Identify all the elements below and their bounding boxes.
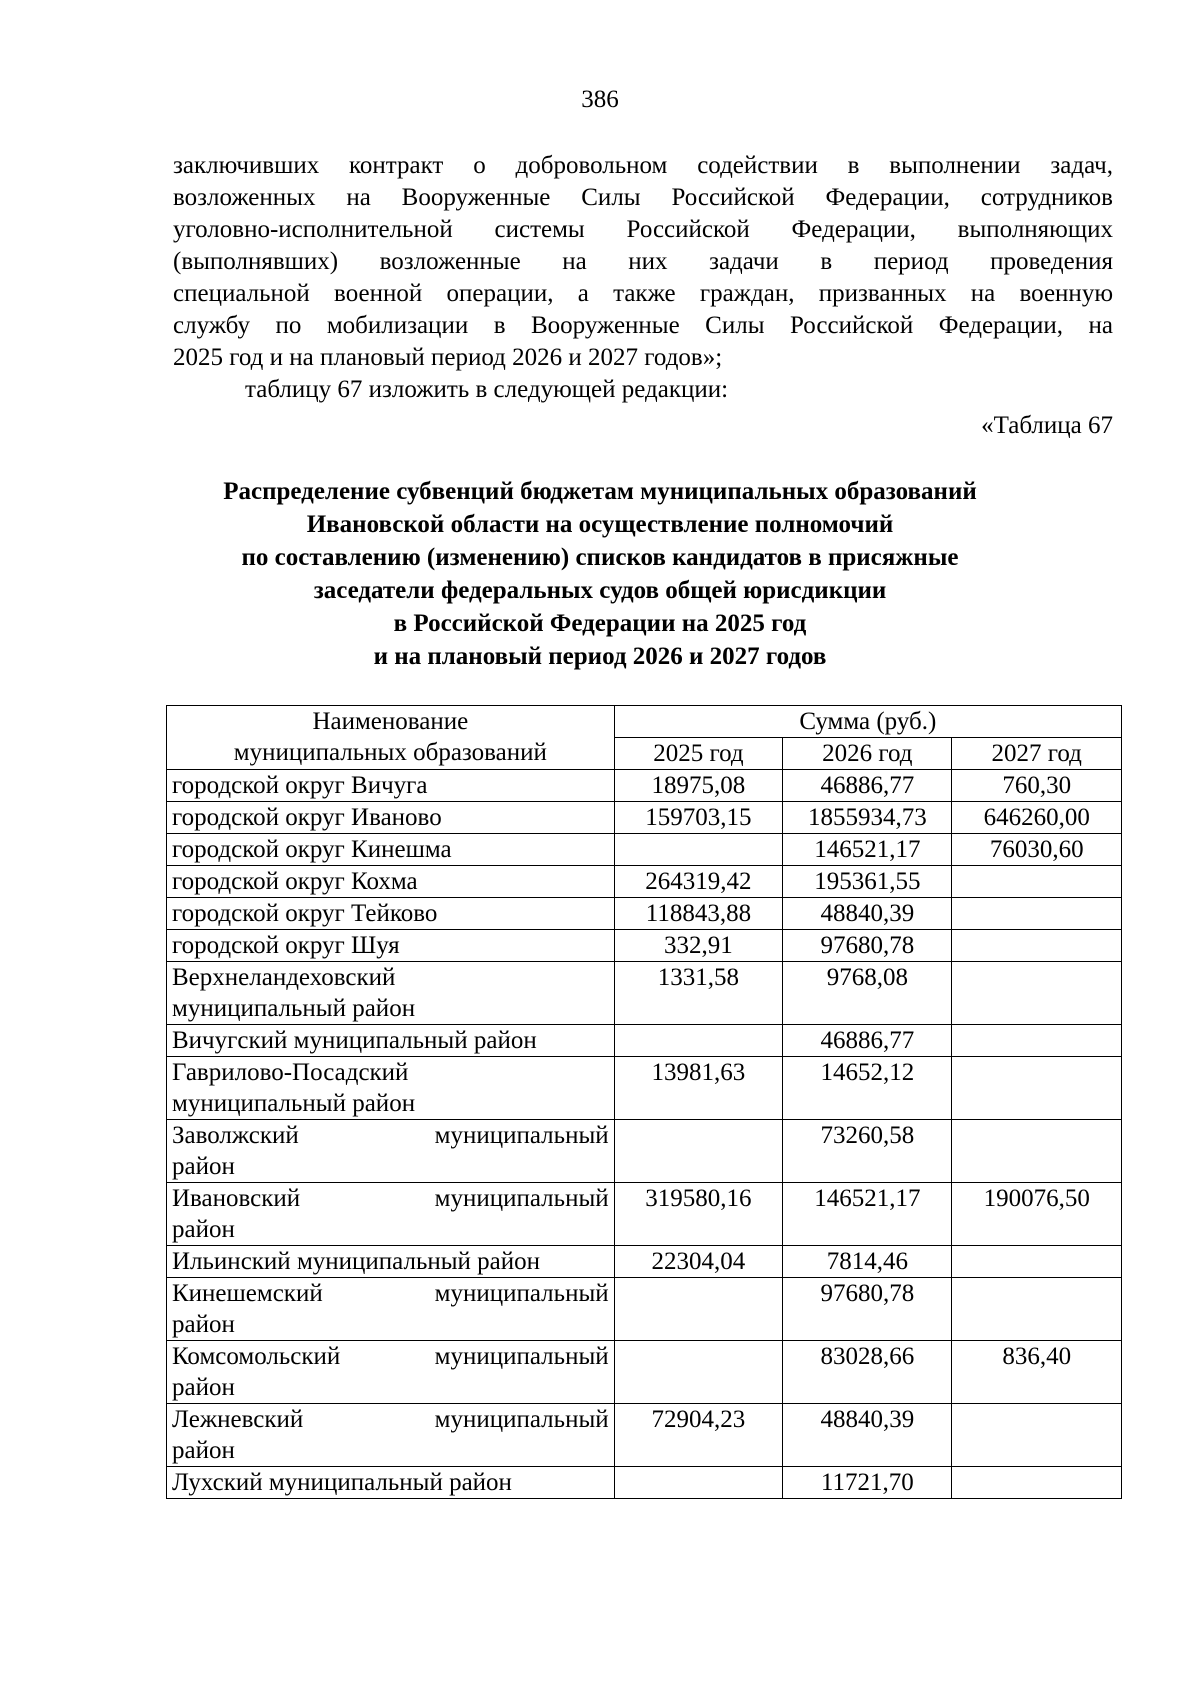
municipality-name <box>167 962 615 1025</box>
municipality-name <box>167 1057 615 1120</box>
amount-2025: 13981,63 <box>614 1057 783 1120</box>
amount-2026: 146521,17 <box>783 834 952 866</box>
amount-2026: 97680,78 <box>783 1278 952 1341</box>
table-row <box>167 1467 1122 1499</box>
amount-2025: 1331,58 <box>614 962 783 1025</box>
municipality-name <box>167 1278 615 1341</box>
table-row <box>167 770 1122 802</box>
municipality-name-word: Ивановский <box>172 1185 301 1212</box>
table-row <box>167 802 1122 834</box>
amount-2027 <box>952 898 1122 930</box>
heading-line: и на плановый период 2026 и 2027 годов <box>373 643 827 670</box>
amount-2027 <box>952 1120 1122 1183</box>
amount-2025 <box>614 1278 783 1341</box>
municipality-name-line <box>172 1120 609 1151</box>
page-number: 386 <box>581 86 619 113</box>
table-row <box>167 962 1122 1025</box>
amount-2025: 118843,88 <box>614 898 783 930</box>
amount-2025 <box>614 1341 783 1404</box>
municipality-name-word: Лежневский <box>172 1406 304 1433</box>
municipality-name <box>167 1120 615 1183</box>
municipality-name-line: район <box>172 1374 235 1401</box>
amount-2027: 76030,60 <box>952 834 1122 866</box>
table-row <box>167 1404 1122 1467</box>
subvention-table <box>166 705 1122 1499</box>
municipality-name-line <box>172 1341 609 1372</box>
amount-2025: 319580,16 <box>614 1183 783 1246</box>
amount-2025: 332,91 <box>614 930 783 962</box>
municipality-name-line: муниципальный район <box>172 1090 416 1117</box>
intro-line: службу по мобилизации в Вооруженные Силы Российской Федерации, на <box>173 312 1113 339</box>
amount-2027 <box>952 1025 1122 1057</box>
amount-2026: 83028,66 <box>783 1341 952 1404</box>
municipality-name-word: муниципальный <box>434 1343 609 1370</box>
municipality-name: городской округ Кохма <box>167 866 615 898</box>
table-row <box>167 1246 1122 1278</box>
municipality-name-line: район <box>172 1437 235 1464</box>
heading-line: Распределение субвенций бюджетам муниципальных образований <box>223 478 977 505</box>
table-row <box>167 1120 1122 1183</box>
intro-line: 2025 год и на плановый период 2026 и 2027 годов»; <box>173 344 723 371</box>
intro-line: уголовно-исполнительной системы Российской Федерации, выполняющих <box>173 216 1113 243</box>
municipality-name: городской округ Иваново <box>167 802 615 834</box>
municipality-name-line: Гаврилово-Посадский <box>172 1059 409 1086</box>
amount-2027 <box>952 1057 1122 1120</box>
amount-2027: 836,40 <box>952 1341 1122 1404</box>
municipality-name <box>167 1183 615 1246</box>
column-header-2027: 2027 год <box>952 738 1122 770</box>
column-header-sum: Сумма (руб.) <box>614 706 1121 738</box>
intro-line: (выполнявших) возложенные на них задачи в период проведения <box>173 248 1113 275</box>
municipality-name <box>167 1341 615 1404</box>
amount-2026: 48840,39 <box>783 1404 952 1467</box>
instruction-text: таблицу 67 изложить в следующей редакции: <box>245 376 729 403</box>
municipality-name-line: район <box>172 1153 235 1180</box>
table-label: «Таблица 67 <box>981 412 1113 439</box>
municipality-name-line <box>172 1278 609 1309</box>
municipality-name: городской округ Шуя <box>167 930 615 962</box>
municipality-name-line: район <box>172 1311 235 1338</box>
amount-2027 <box>952 1404 1122 1467</box>
table-row <box>167 866 1122 898</box>
intro-paragraph <box>173 150 1113 406</box>
amount-2027 <box>952 866 1122 898</box>
municipality-name: Лухский муниципальный район <box>167 1467 615 1499</box>
amount-2027: 190076,50 <box>952 1183 1122 1246</box>
heading-line: в Российской Федерации на 2025 год <box>393 610 807 637</box>
amount-2025 <box>614 1467 783 1499</box>
amount-2026: 14652,12 <box>783 1057 952 1120</box>
municipality-name-word: муниципальный <box>434 1280 609 1307</box>
amount-2027 <box>952 1246 1122 1278</box>
amount-2027 <box>952 930 1122 962</box>
municipality-name: городской округ Кинешма <box>167 834 615 866</box>
municipality-name <box>167 1404 615 1467</box>
amount-2026: 7814,46 <box>783 1246 952 1278</box>
municipality-name: Вичугский муниципальный район <box>167 1025 615 1057</box>
table-row <box>167 834 1122 866</box>
heading-line: Ивановской области на осуществление полномочий <box>306 511 894 538</box>
municipality-name-line: район <box>172 1216 235 1243</box>
intro-line: заключивших контракт о добровольном содействии в выполнении задач, <box>173 152 1113 179</box>
amount-2027 <box>952 962 1122 1025</box>
amount-2026: 1855934,73 <box>783 802 952 834</box>
municipality-name: городской округ Вичуга <box>167 770 615 802</box>
column-header-2025: 2025 год <box>614 738 783 770</box>
amount-2025 <box>614 1025 783 1057</box>
table-row <box>167 1278 1122 1341</box>
amount-2026: 146521,17 <box>783 1183 952 1246</box>
municipality-name-word: муниципальный <box>434 1122 609 1149</box>
amount-2026: 46886,77 <box>783 1025 952 1057</box>
amount-2026: 48840,39 <box>783 898 952 930</box>
amount-2025: 159703,15 <box>614 802 783 834</box>
intro-line: возложенных на Вооруженные Силы Российской Федерации, сотрудников <box>173 184 1113 211</box>
amount-2026: 11721,70 <box>783 1467 952 1499</box>
amount-2025: 18975,08 <box>614 770 783 802</box>
column-header-name-line: муниципальных образований <box>233 739 547 766</box>
municipality-name-word: Заволжский <box>172 1122 299 1149</box>
intro-line: специальной военной операции, а также граждан, призванных на военную <box>173 280 1113 307</box>
municipality-name-line <box>172 1404 609 1435</box>
column-header-name <box>167 706 615 770</box>
amount-2025: 72904,23 <box>614 1404 783 1467</box>
table-row <box>167 1183 1122 1246</box>
table-row <box>167 898 1122 930</box>
amount-2026: 97680,78 <box>783 930 952 962</box>
amount-2025: 264319,42 <box>614 866 783 898</box>
amount-2025: 22304,04 <box>614 1246 783 1278</box>
municipality-name-word: муниципальный <box>434 1185 609 1212</box>
municipality-name: городской округ Тейково <box>167 898 615 930</box>
municipality-name-line: Верхнеландеховский <box>172 964 396 991</box>
table-row <box>167 1057 1122 1120</box>
table-row <box>167 1341 1122 1404</box>
table-heading <box>120 475 1080 673</box>
amount-2026: 195361,55 <box>783 866 952 898</box>
municipality-name: Ильинский муниципальный район <box>167 1246 615 1278</box>
amount-2025 <box>614 834 783 866</box>
table-row <box>167 1025 1122 1057</box>
column-header-2026: 2026 год <box>783 738 952 770</box>
municipality-name-word: муниципальный <box>434 1406 609 1433</box>
amount-2027: 646260,00 <box>952 802 1122 834</box>
amount-2026: 9768,08 <box>783 962 952 1025</box>
municipality-name-line: муниципальный район <box>172 995 416 1022</box>
amount-2027 <box>952 1278 1122 1341</box>
amount-2026: 46886,77 <box>783 770 952 802</box>
municipality-name-line <box>172 1183 609 1214</box>
amount-2027 <box>952 1467 1122 1499</box>
amount-2025 <box>614 1120 783 1183</box>
amount-2027: 760,30 <box>952 770 1122 802</box>
amount-2026: 73260,58 <box>783 1120 952 1183</box>
municipality-name-word: Комсомольский <box>172 1343 341 1370</box>
table-header-row <box>167 706 1122 738</box>
heading-line: по составлению (изменению) списков кандидатов в присяжные <box>241 544 959 571</box>
column-header-name-line: Наименование <box>312 708 469 735</box>
municipality-name-word: Кинешемский <box>172 1280 323 1307</box>
heading-line: заседатели федеральных судов общей юрисдикции <box>313 577 887 604</box>
table-row <box>167 930 1122 962</box>
